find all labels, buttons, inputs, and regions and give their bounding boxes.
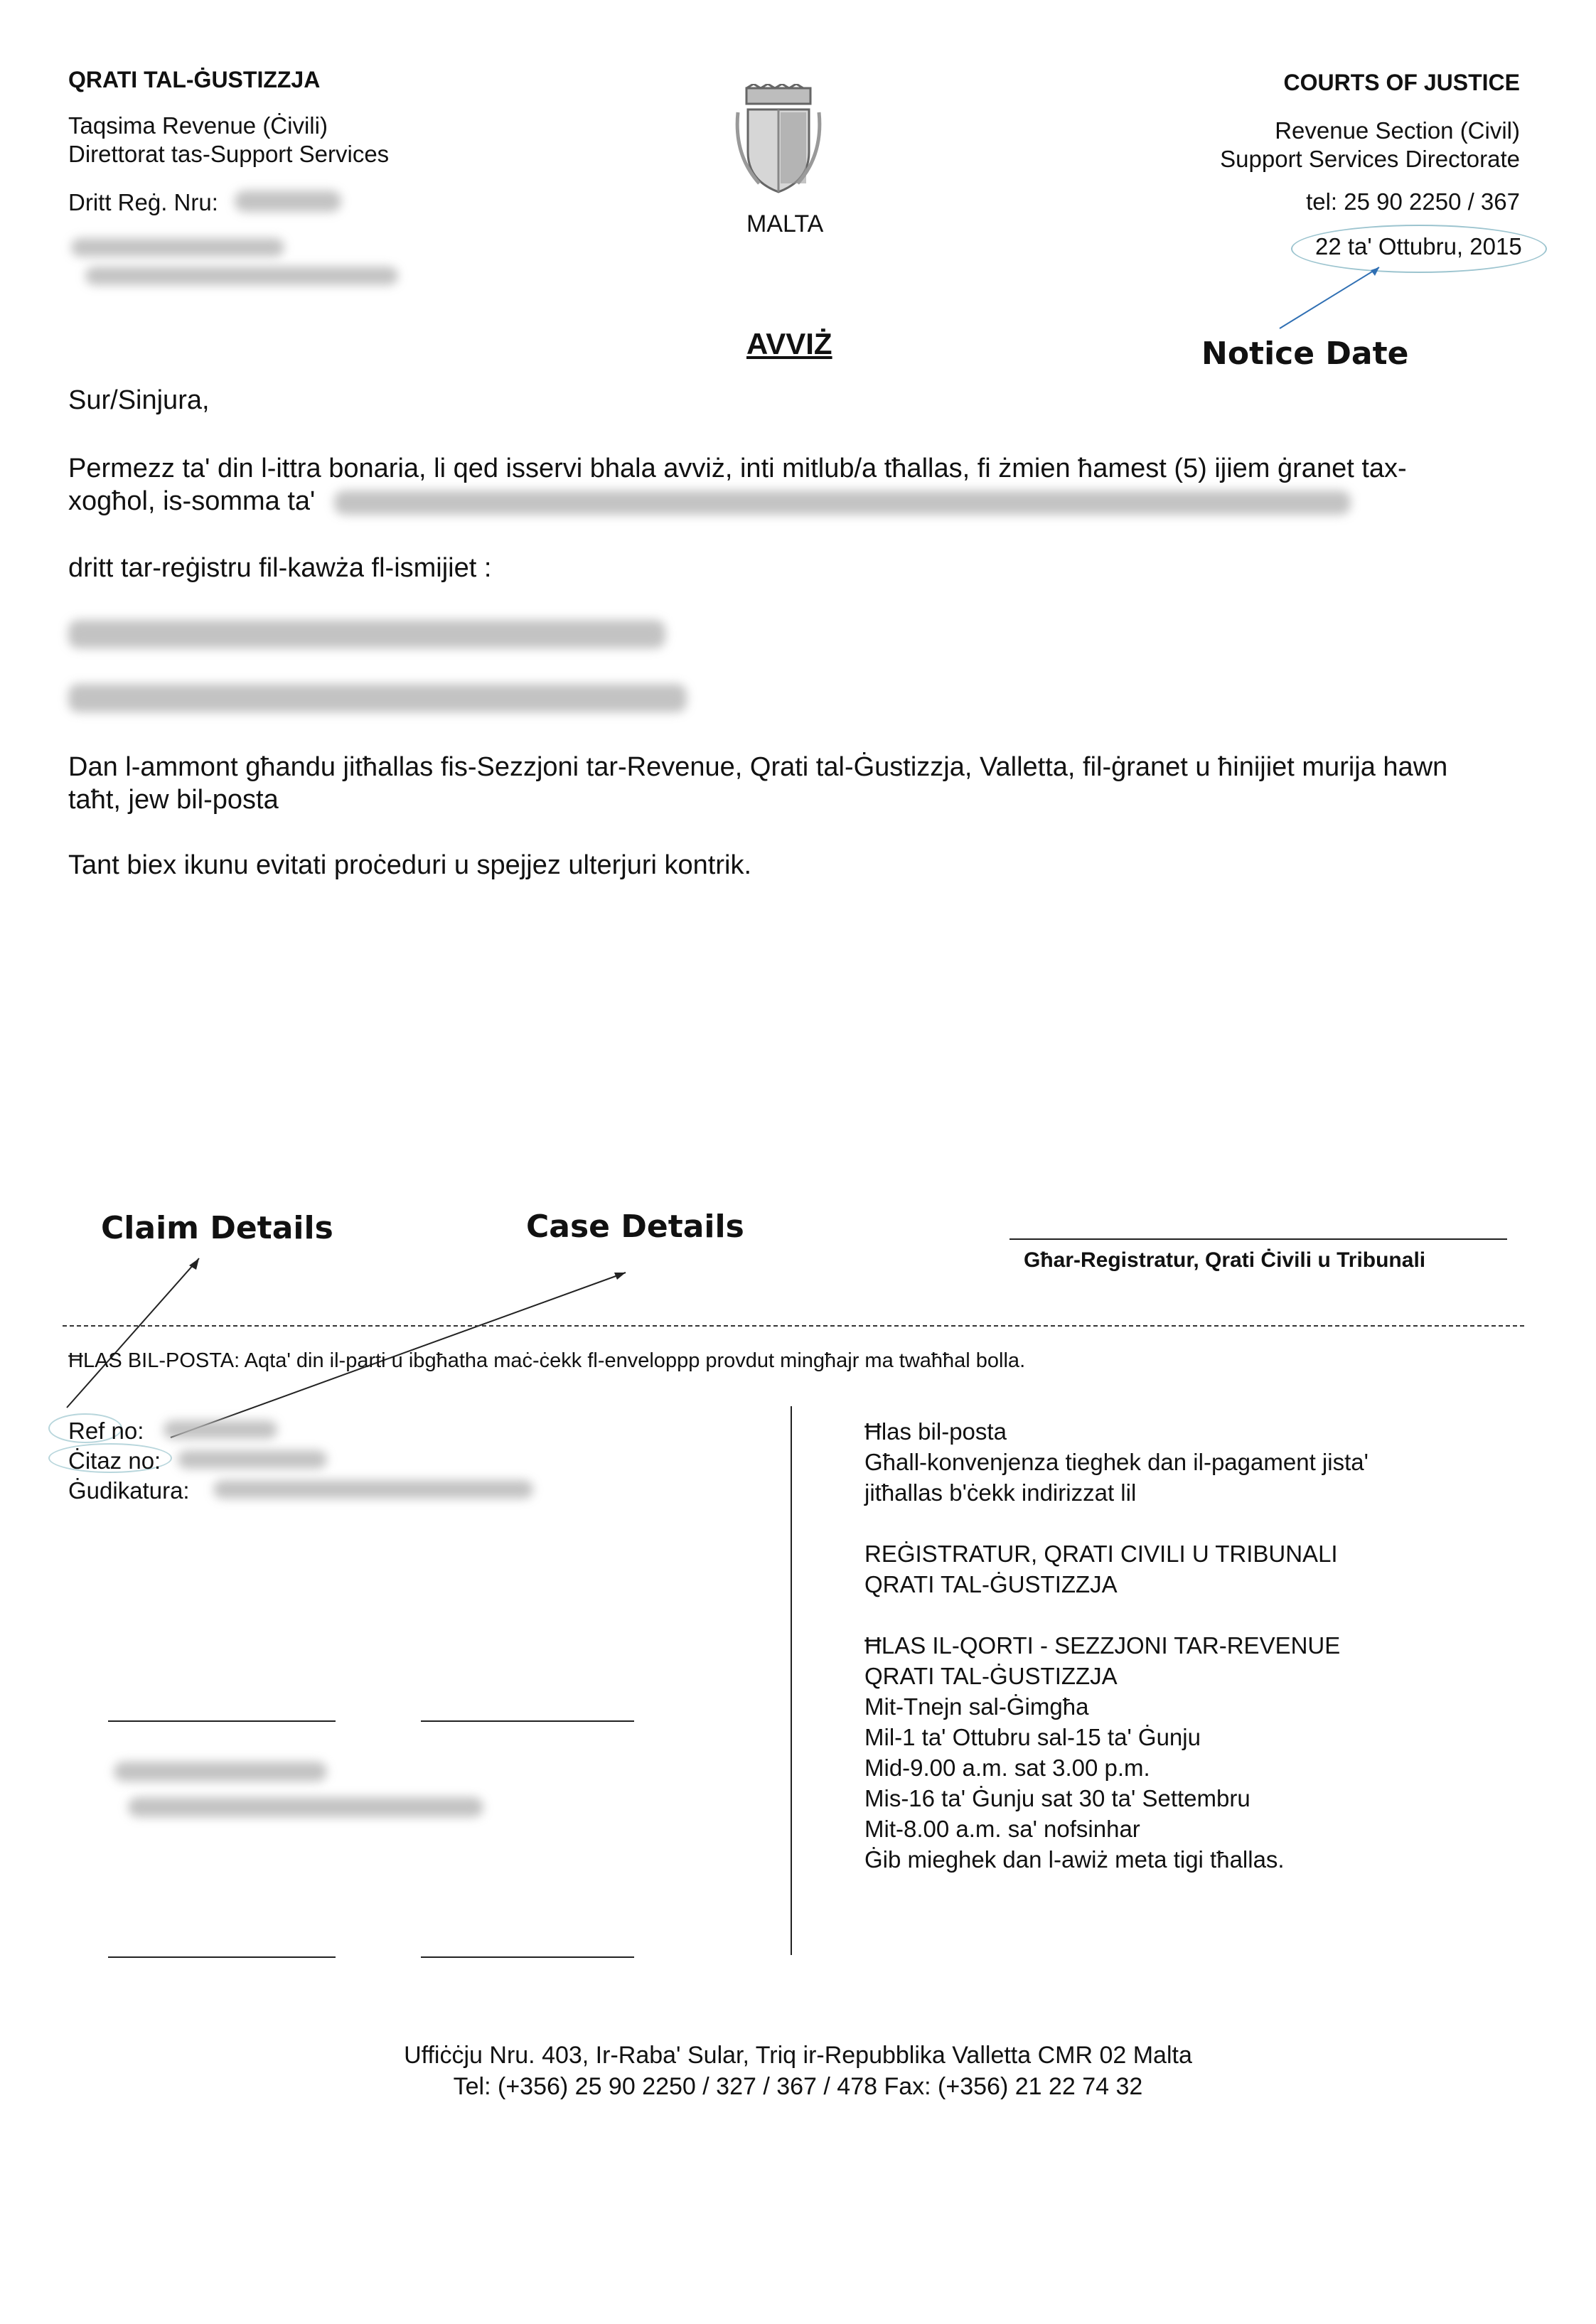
redacted-party-2 — [68, 684, 687, 712]
instruction-line: Ġib mieghek dan l-awiż meta tigi tħallas. — [864, 1846, 1285, 1873]
spacer — [864, 1508, 1369, 1538]
blank-line-4 — [421, 1956, 634, 1958]
cut-line — [63, 1325, 1524, 1327]
court-title-maltese: QRATI TAL-ĠUSTIZZJA — [68, 67, 321, 92]
redacted-address-line1 — [71, 238, 284, 257]
instruction-line: QRATI TAL-ĠUSTIZZJA — [864, 1571, 1118, 1597]
paragraph-4: Tant biex ikunu evitati proċeduri u spejjez ulterjuri kontrik. — [68, 850, 752, 880]
blank-line-2 — [421, 1720, 634, 1722]
telephone: tel: 25 90 2250 / 367 — [1306, 188, 1520, 215]
footer-contact: Tel: (+356) 25 90 2250 / 327 / 367 / 478 Fax: (+356) 21 22 74 32 — [453, 2073, 1143, 2100]
malta-coat-of-arms-icon — [732, 84, 825, 198]
instruction-line: Mis-16 ta' Ġunju sat 30 ta' Settembru — [864, 1785, 1250, 1811]
redacted-gudikatura — [213, 1480, 533, 1499]
instruction-line: QRATI TAL-ĠUSTIZZJA — [864, 1663, 1118, 1689]
redacted-reg-number — [235, 191, 341, 212]
instruction-line: Mil-1 ta' Ottubru sal-15 ta' Ġunju — [864, 1724, 1201, 1750]
instruction-line: Għall-konvenjenza tieghek dan il-pagament jista' — [864, 1449, 1369, 1475]
emblem-caption: MALTA — [746, 210, 824, 237]
paragraph-1-line-2: xogħol, is-somma ta' — [68, 486, 316, 516]
instruction-line: Mid-9.00 a.m. sat 3.00 p.m. — [864, 1755, 1150, 1781]
citaz-no-label: Ċitaz no: — [68, 1447, 161, 1474]
blank-line-1 — [108, 1720, 336, 1722]
signature-line — [1009, 1238, 1507, 1240]
directorate-english: Support Services Directorate — [1220, 146, 1520, 172]
paragraph-3-line-1: Dan l-ammont għandu jitħallas fis-Sezzjoni tar-Revenue, Qrati tal-Ġustizzja, Valletta, fil-ġranet u ħinijiet murija hawn — [68, 752, 1448, 782]
gudikatura-label: Ġudikatura: — [68, 1477, 190, 1504]
slip-divider — [791, 1406, 792, 1955]
ref-no-label: Ref no: — [68, 1418, 144, 1444]
document-title: AVVIŻ — [746, 327, 832, 360]
postal-note: ĦLAS BIL-POSTA: Aqta' din il-parti u ibgħatha maċ-ċekk fl-enveloppp provdut mingħajr ma twaħħal bolla. — [68, 1349, 1026, 1372]
redacted-amount — [334, 491, 1351, 515]
paragraph-2: dritt tar-reġistru fil-kawża fl-ismijiet : — [68, 553, 492, 583]
redacted-ref-no — [164, 1420, 277, 1439]
signature-label: Għar-Registratur, Qrati Ċivili u Tribunali — [1024, 1248, 1426, 1272]
redacted-address-line2 — [85, 267, 398, 285]
annotation-case-details: Case Details — [526, 1209, 744, 1245]
instruction-line: REĠISTRATUR, QRATI CIVILI U TRIBUNALI — [864, 1541, 1338, 1567]
notice-date-pointer — [1273, 263, 1386, 334]
annotation-notice-date: Notice Date — [1201, 336, 1409, 372]
paragraph-1-line-1: Permezz ta' din l-ittra bonaria, li qed isservi bhala avviż, inti mitlub/a tħallas, fi żmien ħamest (5) ijiem ġranet tax- — [68, 454, 1407, 483]
redacted-payer-line2 — [128, 1797, 483, 1817]
court-title-english: COURTS OF JUSTICE — [1283, 70, 1520, 95]
instruction-line: Mit-Tnejn sal-Ġimgħa — [864, 1693, 1089, 1720]
registry-number-label: Dritt Reġ. Nru: — [68, 189, 218, 215]
redacted-party-1 — [68, 620, 665, 648]
blank-line-3 — [108, 1956, 336, 1958]
annotation-claim-details: Claim Details — [101, 1210, 333, 1246]
payment-instructions — [864, 1416, 1369, 1875]
section-english: Revenue Section (Civil) — [1275, 117, 1520, 144]
instruction-line: jitħallas b'ċekk indirizzat lil — [864, 1479, 1137, 1506]
spacer — [864, 1600, 1369, 1630]
redacted-citaz-no — [178, 1450, 327, 1469]
footer-address: Uffiċċju Nru. 403, Ir-Raba' Sular, Triq ir-Repubblika Valletta CMR 02 Malta — [404, 2042, 1192, 2069]
salutation: Sur/Sinjura, — [68, 385, 210, 415]
section-maltese: Taqsima Revenue (Ċivili) — [68, 112, 328, 139]
instruction-line: ĦLAS IL-QORTI - SEZZJONI TAR-REVENUE — [864, 1632, 1341, 1659]
instruction-line: Ħlas bil-posta — [864, 1418, 1007, 1445]
redacted-payer-line1 — [114, 1762, 327, 1782]
paragraph-3-line-2: taħt, jew bil-posta — [68, 785, 279, 815]
notice-date: 22 ta' Ottubru, 2015 — [1315, 233, 1522, 259]
instruction-line: Mit-8.00 a.m. sa' nofsinhar — [864, 1816, 1140, 1842]
directorate-maltese: Direttorat tas-Support Services — [68, 141, 390, 167]
